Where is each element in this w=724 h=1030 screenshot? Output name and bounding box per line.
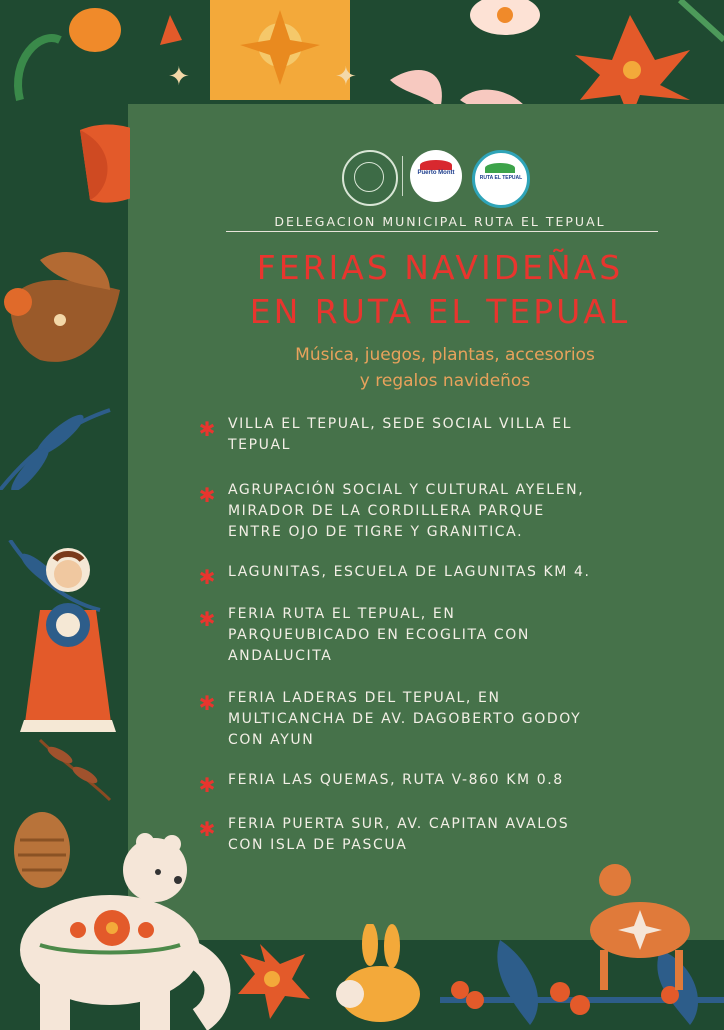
bottom-right-deer-decoration <box>440 850 724 1030</box>
flower-icon <box>210 0 350 100</box>
logo-row <box>340 150 540 206</box>
poster-title <box>190 246 690 334</box>
list-item-text: VILLA EL TEPUAL, SEDE SOCIAL VILLA EL TEPUAL <box>228 416 573 453</box>
snowflake-icon: ✱ <box>198 565 216 589</box>
snowflake-icon: ✱ <box>198 773 216 797</box>
snowflake-icon: ✱ <box>198 817 216 841</box>
list-item-text: AGRUPACIÓN SOCIAL Y CULTURAL AYELEN, MIRADOR DE LA CORDILLERA PARQUE ENTRE OJO DE TIGRE Y GRANITICA. <box>228 482 585 540</box>
leaf-icon <box>0 410 110 490</box>
snowflake-icon: ✱ <box>198 483 216 507</box>
snowflake-icon: ✱ <box>198 417 216 441</box>
flower-icon <box>575 15 690 110</box>
logo-divider <box>402 156 403 196</box>
subtitle-line-2: y regalos navideños <box>359 371 531 391</box>
bottom-left-bear-decoration <box>0 810 260 1030</box>
doll-icon <box>20 548 116 732</box>
bottom-center-decoration <box>230 924 450 1024</box>
title-line-1: FERIAS NAVIDEÑAS <box>256 248 624 287</box>
leaf-icon <box>40 740 110 800</box>
list-item-text: FERIA PUERTA SUR, AV. CAPITAN AVALOS CON ISLA DE PASCUA <box>228 816 570 853</box>
bird-icon <box>80 125 130 203</box>
flower-icon <box>390 0 540 110</box>
hill-icon <box>485 163 515 173</box>
pinecone-icon <box>14 812 70 888</box>
poster-subtitle <box>200 342 690 394</box>
snowflake-icon: ✱ <box>198 607 216 631</box>
list-item-text: FERIA RUTA EL TEPUAL, EN PARQUEUBICADO EN ECOGLITA CON ANDALUCITA <box>228 606 530 664</box>
puerto-montt-logo <box>410 150 462 202</box>
svg-text:✦: ✦ <box>168 62 190 92</box>
puerto-montt-text: Puerto Montt <box>417 170 455 176</box>
list-item-text: LAGUNITAS, ESCUELA DE LAGUNITAS KM 4. <box>228 564 591 580</box>
rabbit-icon <box>336 924 420 1022</box>
subtitle-line-1: Música, juegos, plantas, accesorios <box>295 345 595 365</box>
flower-icon <box>69 8 182 52</box>
bird-icon <box>4 252 120 362</box>
delegation-heading: DELEGACION MUNICIPAL RUTA EL TEPUAL <box>274 214 606 229</box>
svg-text:✦: ✦ <box>335 62 357 92</box>
title-line-2: EN RUTA EL TEPUAL <box>249 292 631 331</box>
left-doll-decoration <box>0 540 130 840</box>
ruta-el-tepual-text: RUTA EL TEPUAL <box>479 175 523 181</box>
seal-logo <box>342 150 398 206</box>
list-item-text: FERIA LAS QUEMAS, RUTA V-860 KM 0.8 <box>228 772 564 788</box>
snowflake-icon: ✱ <box>198 691 216 715</box>
flower-icon <box>238 944 310 1019</box>
swoosh-icon <box>420 160 452 170</box>
left-bird-decoration <box>0 90 130 490</box>
deer-icon <box>590 864 690 990</box>
header-divider <box>226 231 658 232</box>
list-item-text: FERIA LADERAS DEL TEPUAL, EN MULTICANCHA DE AV. DAGOBERTO GODOY CON AYUN <box>228 690 582 748</box>
ruta-el-tepual-logo <box>472 150 530 208</box>
